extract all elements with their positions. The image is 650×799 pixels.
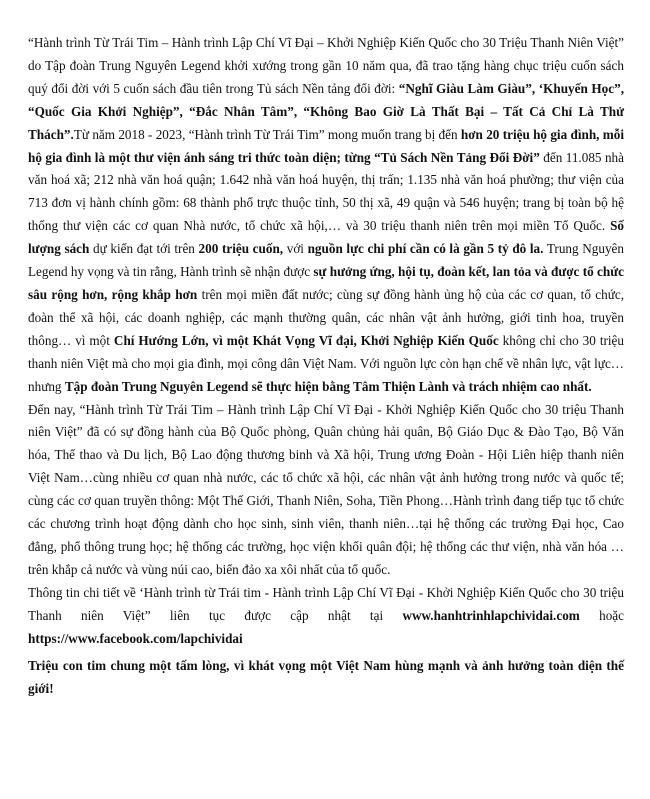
text-span: Trung Nguyên Legend hy vọng và tin rằng, Hành trình sẽ nhận được: [28, 241, 624, 280]
book-titles: “Nghĩ Giàu Làm Giàu”, ‘Khuyến Học”, “Quốc Gia Khởi Nghiệp”, “Đắc Nhân Tâm”, “Không Bao Giờ Là Thất Bại – Tất Cả Chỉ Là Thử Thách”.: [28, 80, 624, 142]
paragraph-partners: [28, 399, 624, 582]
aspiration-phrase: Chí Hướng Lớn, vì một Khát Vọng Vĩ đại, Khởi Nghiệp Kiến Quốc: [113, 332, 499, 348]
text-span: “Hành trình Từ Trái Tim – Hành trình Lập Chí Vĩ Đại – Khởi Nghiệp Kiến Quốc cho 30 Triệu Thanh Niên Việt” do Tập đoàn Trung Nguyên Legend khởi xướng trong gần 10 năm qua, đã trao tặng hàng chục triệu cuốn sách quý đổi đời với 5 cuốn sách đầu tiên trong Tủ sách Nền tảng đổi đời:: [28, 35, 624, 96]
text-span: Thông tin chi tiết về ‘Hành trình từ Trái tim - Hành trình Lập Chí Vĩ Đại - Khởi Nghiệp Kiến Quốc cho 30 triệu Thanh niên Việt” liên tục được cập nhật tại: [28, 584, 624, 623]
text-span: dự kiến đạt tới trên: [89, 241, 199, 257]
commitment-phrase: Tập đoàn Trung Nguyên Legend sẽ thực hiện bằng Tâm Thiện Lành và trách nhiệm cao nhất.: [64, 378, 592, 394]
website-link[interactable]: www.hanhtrinhlapchividai.com: [402, 607, 580, 623]
text-span: đến 11.085 nhà văn hoá xã; 212 nhà văn hoá quận; 1.642 nhà văn hoá huyện, thị trấn; 1.135 nhà văn hoá phường; thư viện của 713 đơn vị hành chính gồm: 68 thành phố trực thuộc tỉnh, 50 thị xã, 49 quận và 546 huyện; trang bị toàn bộ hệ thống thư viện các cơ quan Nhà nước, tổ chức xã hội,… và 30 triệu thanh niên trên mọi miền Tổ Quốc.: [28, 149, 624, 234]
text-span: với: [283, 241, 308, 257]
cost-value: nguồn lực chi phí cần có là gần 5 tỷ đô la.: [307, 241, 544, 257]
text-span: hoặc: [579, 607, 624, 623]
facebook-link[interactable]: https://www.facebook.com/lapchividai: [28, 630, 243, 646]
book-count-value: 200 triệu cuốn,: [198, 241, 284, 257]
book-count-label: Số lượng sách: [28, 218, 624, 257]
closing-slogan: Triệu con tim chung một tấm lòng, vì khát vọng một Việt Nam hùng mạnh và ảnh hưởng toàn diện thế giới!: [28, 658, 624, 697]
text-span: không chỉ cho 30 triệu thanh niên Việt mà cho mọi gia đình, mọi công dân Việt Nam. Với nguồn lực còn hạn chế về nhân lực, vật lực…nhưng: [28, 332, 624, 394]
paragraph-info: [28, 582, 624, 651]
text-span: Từ năm 2018 - 2023, “Hành trình Từ Trái Tim” mong muốn trang bị đến: [73, 126, 461, 142]
text-span: trên mọi miền đất nước; cùng sự đồng hành ủng hộ của các cơ quan, tổ chức, đoàn thể xã hội, các doanh nghiệp, các mạnh thường quân, các nhân vật ảnh hưởng, giới tinh hoa, truyền thông… vì một: [28, 286, 624, 348]
paragraph-intro: [28, 32, 624, 399]
text-span: Đến nay, “Hành trình Từ Trái Tim – Hành trình Lập Chí Vĩ Đại - Khởi Nghiệp Kiến Quốc cho 30 triệu Thanh niên Việt” đã có sự đồng hành của Bộ Quốc phòng, Quân chủng hải quân, Bộ Giáo Dục & Đào Tạo, Bộ Văn hóa, Thể thao và Du lịch, Bộ Lao động thương binh và Xã hội, Trung ương Đoàn - Hội Liên hiệp thanh niên Việt Nam…cùng nhiều cơ quan nhà nước, các tổ chức xã hội, các nhân vật ảnh hưởng trong nước và quốc tế; cùng các cơ quan truyền thông: Một Thế Giới, Thanh Niên, Soha, Tiền Phong…Hành trình đang tiếp tục tổ chức các chương trình hoạt động dành cho học sinh, sinh viên, thanh niên…tại hệ thống các trường Đại học, Cao đẳng, phổ thông trung học; hệ thống các trường, học viện khối quân đội; hệ thống các thư viện, nhà văn hóa …trên khắp cả nước và vùng núi cao, biển đảo xa xôi nhất của tổ quốc.: [28, 401, 624, 577]
support-phrase: sự hưởng ứng, hội tụ, đoàn kết, lan tỏa và được tổ chức sâu rộng hơn, rộng khắp hơn: [28, 264, 624, 302]
households-goal: hơn 20 triệu hộ gia đình, mỗi hộ gia đình là một thư viện ánh sáng tri thức toàn diện; từng “Tủ Sách Nền Tảng Đổi Đời”: [28, 126, 625, 165]
